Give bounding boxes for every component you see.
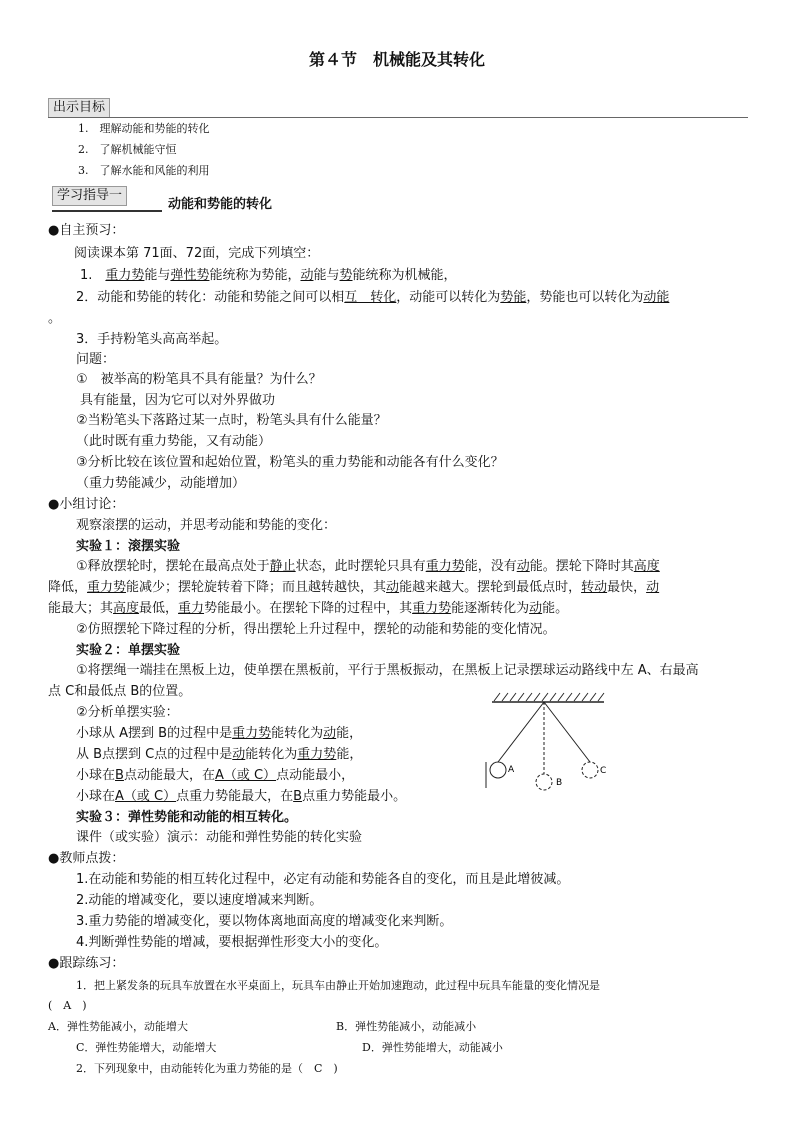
experiment-3-title: 实验３：弹性势能和动能的相互转化。: [76, 810, 298, 825]
teacher-label: ●教师点拨：: [48, 851, 125, 866]
label-a: A: [508, 765, 515, 775]
ceiling-hatching: [494, 693, 604, 701]
experiment-1-line: 降低，重力势能减少；摆轮旋转着下降；而且越转越快，其动能越来越大。摆轮到最低点时，转动最快，动: [48, 580, 660, 595]
teacher-item: 4.判断弹性势能的增减，要根据弹性形变大小的变化。: [76, 935, 388, 950]
experiment-2-title: 实验２：单摆实验: [76, 643, 181, 658]
preview-q1: 1. 重力势能与弹性势能统称为势能，动能与势能统称为机械能，: [80, 268, 457, 283]
experiment-1-line: ①释放摆轮时，摆轮在最高点处于静止状态，此时摆轮只具有重力势能，没有动能。摆轮下降时其高度: [76, 559, 660, 574]
ball-a: [490, 762, 506, 778]
answer-1: 具有能量，因为它可以对外界做功: [80, 393, 276, 408]
objectives-tag: 出示目标: [48, 98, 110, 118]
group-intro: 观察滚摆的运动，并思考动能和势能的变化：: [76, 518, 337, 533]
experiment-1-line: ②仿照摆轮下降过程的分析，得出摆轮上升过程中，摆轮的动能和势能的变化情况。: [76, 622, 556, 637]
guide1-heading: 动能和势能的转化: [168, 197, 273, 212]
guide1-tag: 学习指导一: [52, 186, 127, 206]
problem-1: ① 被举高的粉笔具不具有能量？为什么？: [76, 372, 322, 387]
problem-3: ③分析比较在该位置和起始位置，粉笔头的重力势能和动能各有什么变化？: [76, 455, 504, 470]
experiment-2-line: ①将摆绳一端挂在黑板上边，使单摆在黑板前，平行于黑板振动，在黑板上记录摆球运动路线中左 A、右最高: [76, 663, 699, 678]
experiment-1-line: 能最大；其高度最低，重力势能最小。在摆轮下降的过程中，其重力势能逐渐转化为动能。: [48, 601, 569, 616]
experiment-3-line: 课件（或实验）演示：动能和弹性势能的转化实验: [76, 830, 363, 845]
string-to-c: [544, 702, 590, 762]
teacher-item: 3.重力势能的增减变化，要以物体离地面高度的增减变化来判断。: [76, 914, 453, 929]
option-d: D．弹性势能增大，动能减小: [362, 1041, 503, 1054]
preview-q2-tail: 。: [48, 311, 62, 326]
ball-b: [536, 774, 552, 790]
problem-label: 问题：: [76, 352, 116, 367]
preview-q3: 3．手持粉笔头高高举起。: [76, 332, 228, 347]
problem-2: ②当粉笔头下落路过某一点时，粉笔头具有什么能量？: [76, 413, 387, 428]
answer-2: （此时既有重力势能，又有动能）: [76, 434, 272, 449]
practice-q2: 2．下列现象中，由动能转化为重力势能的是（ C ): [76, 1062, 338, 1075]
pendulum-diagram: [482, 688, 612, 798]
label-c: C: [600, 766, 607, 776]
experiment-2-line: ②分析单摆实验：: [76, 705, 179, 720]
objective-item: 1. 理解动能和势能的转化: [78, 122, 210, 135]
page-title: 第４节 机械能及其转化: [308, 50, 485, 69]
option-b: B．弹性势能减小，动能减小: [336, 1020, 477, 1033]
experiment-2-line: 从 B点摆到 C点的过程中是动能转化为重力势能，: [76, 747, 363, 762]
guide1-rule: [52, 210, 162, 212]
option-c: C．弹性势能增大，动能增大: [76, 1041, 217, 1054]
experiment-2-line: 小球在B点动能最大，在A（或 C）点动能最小，: [76, 768, 355, 783]
teacher-item: 1.在动能和势能的相互转化过程中，必定有动能和势能各自的变化，而且是此增彼减。: [76, 872, 570, 887]
preview-intro: 阅读课本第 71面、72面，完成下列填空：: [74, 246, 320, 261]
experiment-2-line: 小球在A（或 C）点重力势能最大，在B点重力势能最小。: [76, 789, 407, 804]
objectives-rule: [48, 117, 748, 118]
experiment-1-title: 实验１：滚摆实验: [76, 539, 181, 554]
option-a: A．弹性势能减小，动能增大: [48, 1020, 188, 1033]
label-b: B: [556, 778, 563, 788]
string-to-a: [498, 702, 544, 762]
group-label: ●小组讨论：: [48, 497, 125, 512]
experiment-2-line: 点 C和最低点 B的位置。: [48, 684, 192, 699]
preview-label: ●自主预习：: [48, 223, 125, 238]
teacher-item: 2.动能的增减变化，要以速度增减来判断。: [76, 893, 323, 908]
objective-item: 2. 了解机械能守恒: [78, 143, 177, 156]
preview-q2: 2．动能和势能的转化：动能和势能之间可以相互 转化，动能可以转化为势能，势能也可以转化为动能: [76, 290, 670, 305]
answer-3: （重力势能减少，动能增加）: [76, 476, 246, 491]
objective-item: 3. 了解水能和风能的利用: [78, 164, 210, 177]
practice-q1-answer: ( A ): [48, 999, 87, 1012]
experiment-2-line: 小球从 A摆到 B的过程中是重力势能转化为动能，: [76, 726, 363, 741]
practice-label: ●跟踪练习：: [48, 956, 125, 971]
practice-q1: 1．把上紧发条的玩具车放置在水平桌面上，玩具车由静止开始加速跑动，此过程中玩具车能量的变化情况是: [76, 979, 600, 992]
ball-c: [582, 762, 598, 778]
